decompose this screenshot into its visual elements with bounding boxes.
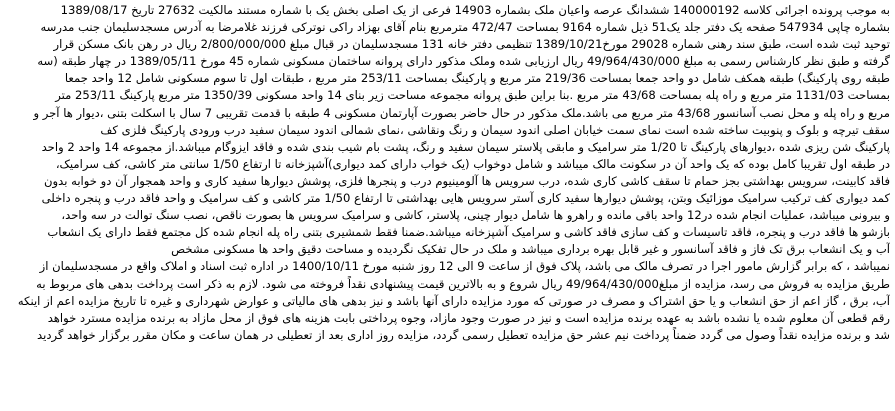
notice-line: گرفته و طبق نظر کارشناس رسمی به مبلغ 49/964/430/000 ریال ارزیابی شده وملک مذکور دارای پروانه ساختمان مسکونی شماره 45 مورخ 1389/05/11 در چهار طبقه (سه [37, 54, 890, 69]
notice-line: به موجب پرونده اجرائی کلاسه 140000192 ششدانگ عرصه واعیان ملک بشماره 14903 فرعی از یک اصلی بخش یک با شماره مستند مالکیت 27632 تاریخ 1389/08/17 [60, 3, 890, 17]
notice-line: سقف تیرچه و بلوک و پنوبیت ساخته شده است نمای سمت خیابان اصلی اندود سیمان و رنگ ونقاشی ،نمای شمالی اندود سیمان سفید درب ورودی پارکینگ فلزی کف [100, 122, 890, 137]
notice-line: بمساحت 1131/03 متر مربع و راه پله بمساحت 43/68 متر مربع .بنا براین طبق پروانه مجموعه مساحت زیر بنای 14 واحد مسکونی 1350/39 متر مربع پارکینگ 253/11 متر [55, 88, 890, 103]
notice-line: آب و یک انشعاب برق تک فاز و فاقد آسانسور و غیر قابل بهره برداری میباشد و ملک در حال تفکیک نگردیده و مساحت دقیق واحد ها مسکونی مشخص [171, 242, 890, 257]
notice-line: طبقه روی پارکینگ) طبقه همکف شامل دو واحد جمعا بمساحت 219/36 متر مربع و پارکینگ بمساحت 253/11 متر مربع ، طبقات اول تا سوم مسکونی شامل 12 واحد جمعا [64, 71, 890, 86]
notice-line: کمد دیواری کف ترکیب سرامیک موزائیک وبتن، پوشش دیوارها سفید کاری آستر سرویس هایی بهداشتی تا ارتفاع 1/50 متر کاشی و کف سرامیک و واحد فاقد درب و پنجره داخلی [41, 191, 890, 206]
notice-line: در طبقه اول تقریبا کامل بوده که یک واحد آن در سکونت مالک میباشد و شامل دوخواب (یک خواب دارای کمد دیواری)آشپزخانه تا ارتفاع 1/50 سانتی متر کاشی، کف سرامیک، [55, 156, 890, 171]
notice-line: بشماره چاپی 547934 صفحه یک دفتر جلد یک51 ذیل شماره 9164 بمساحت 472/47 مترمربع بنام آقای بهزاد راکی نوترکی فرزند غلامرضا به آدرس مسجدسلیمان جنب مدرسه [40, 20, 890, 35]
notice-line: رقم قطعی آن معلوم شده یا نشده باشد به عهده برنده مزایده است و نیز در صورت وجود مازاد، وجوه پرداختی بابت هزینه های فوق از محل مازاد به برنده مزایده مسترد خواهد [47, 310, 890, 325]
notice-line: شد و برنده مزایده نقداً وصول می گردد ضمناً پرداخت نیم عشر حق مزایده تعطیل رسمی گردد، مزایده روز اداری بعد از تعطیلی در همان ساعت و مکان مقرر برگزار خواهد گردید [37, 327, 890, 342]
notice-line: نمیباشد ، که برابر گزارش مامور اجرا در تصرف مالک می باشد، پلاک فوق از ساعت 9 الی 12 روز شنبه مورخ 1400/10/11 در اداره ثبت اسناد و املاک واقع در مسجدسلیمان از [39, 259, 890, 274]
notice-line: فاقد کابینت، سرویس بهداشتی بجز حمام تا سقف کاشی کاری شده، درب سرویس ها آلومینیوم درب و پنجرها فلزی، پوشش دیوارها سفید کاری و واحد همجوار آن دو خوابه بدون [44, 173, 890, 188]
notice-line: و بیرونی میباشد، عملیات انجام شده در12 واحد باقی مانده و راهرو ها شامل دیوار چینی، پلاستر، کاشی و سرامیک سرویس ها بصورت ناقص، نصب سنگ توالت در سه واحد، [61, 208, 890, 223]
notice-line: پارکینگ شن ریزی شده ،دیوارهای پارکینگ تا 1/20 متر سرامیک و مابقی پلاستر سیمان سفید و رنگ، پشت بام شیب بندی شده و فاقد ایزوگام میباشد.از مجموعه 14 واحد 2 واحد [41, 139, 890, 154]
notice-line: بازشو ها فاقد درب و پنجره، فاقد تاسیسات و کف سازی فاقد کاشی و سرامیک آشپزخانه میباشد.ضمنا فقط شمشیری بتنی راه پله انجام شده کل مجتمع فقط دارای یک انشعاب [47, 225, 890, 240]
notice-line: طریق مزایده به فروش می رسد، مزایده از مبلغ49/964/430/000 ریال شروع و به بالاترین قیمت پیشنهادی نقداً فروخته می شود. لازم به ذکر است پرداخت بدهی های مربوط به [36, 276, 890, 291]
notice-line: آب، برق ، گاز اعم از حق انشعاب و یا حق اشتراک و مصرف در صورتی که مورد مزایده دارای آنها باشد و نیز بدهی های مالیاتی و عوارض شهرداری و غیره تا تاریخ مزایده اعم از اینکه [17, 293, 890, 308]
notice-line: توحید ثبت شده است، طبق سند رهنی شماره 29028 مورخ1389/10/21 تنظیمی دفتر خانه 131 مسجدسلیمان در قبال مبلغ 2/800/000/000 ریال در رهن بانک مسکن قرار [53, 37, 890, 52]
notice-line: مربع و راه پله و محل نصب آسانسور 43/68 متر مربع می باشد.ملک مذکور در حال حاضر بصورت آپارتمان مسکونی 4 طبقه با قدمت تقریبی 7 سال با اسکلت بتنی ،دیوار ها آجر و [33, 105, 890, 120]
